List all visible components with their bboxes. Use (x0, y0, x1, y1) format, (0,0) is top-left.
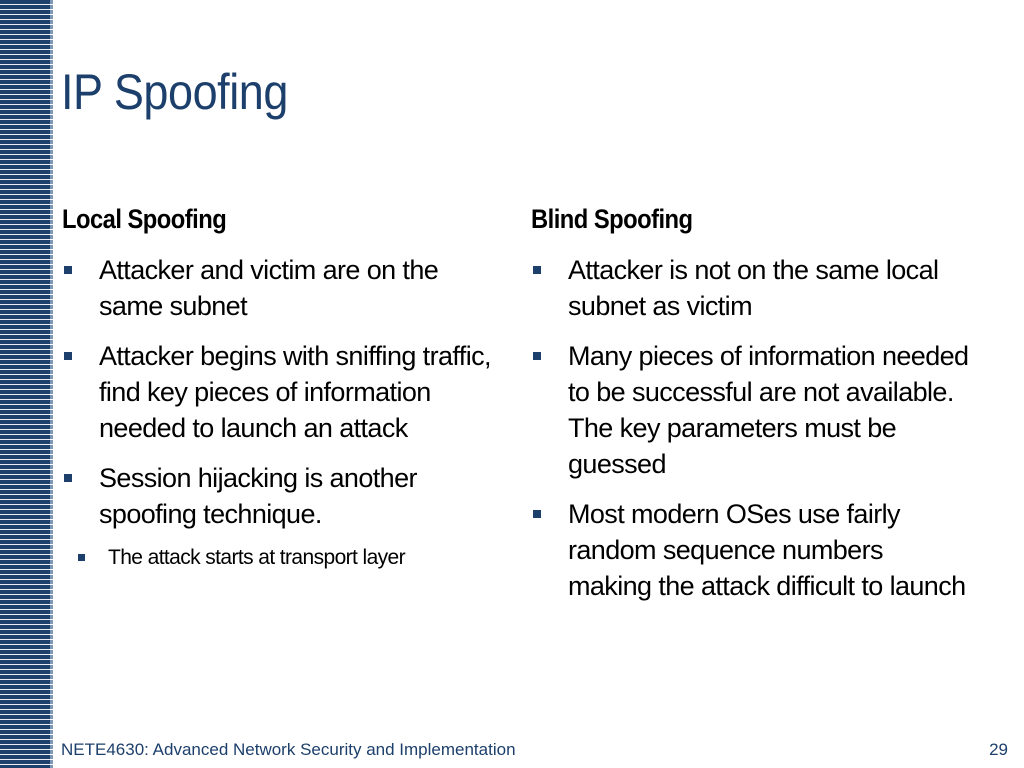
left-column-heading: Local Spoofing (62, 204, 227, 234)
bullet-item (531, 496, 971, 604)
slide-footer: NETE4630: Advanced Network Security and Implementation (61, 740, 516, 759)
square-bullet-icon (533, 510, 541, 518)
square-bullet-icon (533, 266, 541, 274)
bullet-text: Attacker begins with sniffing traffic, find key pieces of information needed to launch an attack (99, 341, 491, 443)
bullet-item (531, 338, 971, 482)
square-sub-bullet-icon (78, 554, 85, 561)
bullet-text: Attacker and victim are on the same subnet (99, 255, 439, 321)
square-bullet-icon (64, 352, 72, 360)
bullet-item (531, 252, 971, 324)
bullet-text: Many pieces of information needed to be successful are not available. The key parameters must be guessed (568, 341, 969, 479)
square-bullet-icon (64, 266, 72, 274)
bullet-item (62, 338, 492, 446)
right-column (531, 200, 971, 618)
right-bullet-list (531, 252, 971, 604)
bullet-text: Attacker is not on the same local subnet as victim (568, 255, 939, 321)
page-number: 29 (989, 740, 1008, 759)
bullet-item (62, 252, 492, 324)
bullet-item (62, 460, 492, 532)
slide-title: IP Spoofing (61, 64, 288, 120)
sub-bullet-text: The attack starts at transport layer (108, 546, 406, 569)
right-column-heading: Blind Spoofing (531, 204, 693, 234)
sub-bullet-item (62, 542, 492, 573)
bullet-text: Most modern OSes use fairly random sequence numbers making the attack difficult to launch (568, 499, 966, 601)
decorative-striped-sidebar (0, 0, 50, 768)
bullet-text: Session hijacking is another spoofing technique. (99, 463, 417, 529)
left-bullet-list (62, 252, 492, 573)
square-bullet-icon (64, 474, 72, 482)
left-column (62, 200, 492, 573)
square-bullet-icon (533, 352, 541, 360)
